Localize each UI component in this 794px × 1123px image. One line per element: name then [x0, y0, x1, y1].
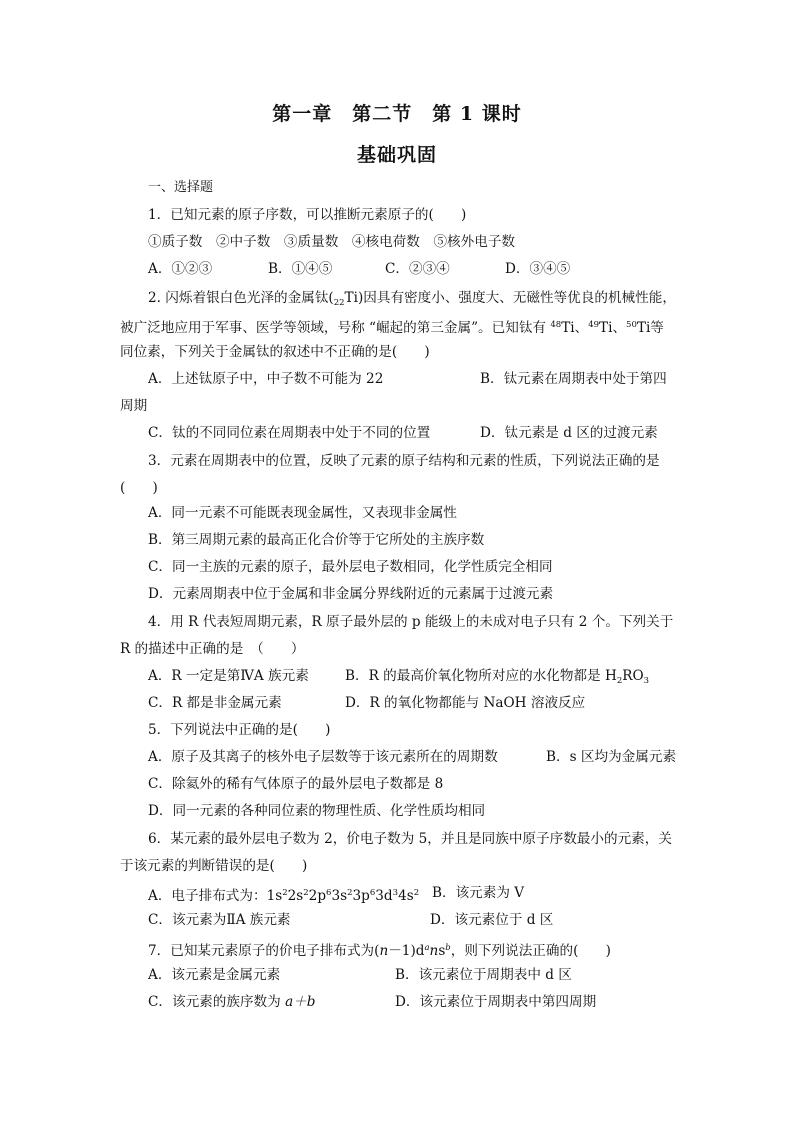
q2-text: Ti)因具有密度小、强度大、无磁性等优良的机械性能， — [344, 290, 676, 306]
electron-count: 6 — [326, 888, 332, 898]
q6-option-d: D．该元素位于 d 区 — [430, 912, 554, 928]
q4-stem-line2: R 的描述中正确的是 （ ） — [120, 641, 305, 657]
q3-stem-line1: 3．元素在周期表中的位置，反映了元素的原子结构和元素的性质，下列说法正确的是 — [148, 453, 660, 469]
q1-stem: 1．已知元素的原子序数，可以推断元素原子的( ) — [148, 207, 467, 223]
q6-stem-line2: 于该元素的判断错误的是( ) — [120, 858, 308, 874]
q2-stem-line3: 同位素，下列关于金属钛的叙述中不正确的是( ) — [120, 344, 430, 360]
orbital: 2p — [308, 888, 327, 904]
separator: 、 — [612, 320, 627, 336]
isotope-mass: 50 — [626, 320, 637, 330]
q2-option-b: B．钛元素在周期表中处于第四 — [480, 371, 667, 387]
variable: n — [379, 943, 389, 959]
q3-option-d: D．元素周期表中位于金属和非金属分界线附近的元素属于过渡元素 — [148, 586, 554, 602]
q3-stem-line2: ( ) — [120, 480, 158, 496]
q4-option-b-text: RO — [622, 668, 644, 684]
section-heading: 一、选择题 — [148, 180, 214, 195]
q6-option-b: B．该元素为 V — [432, 885, 525, 901]
electron-config — [267, 888, 420, 904]
q2-stem-line1 — [148, 289, 676, 312]
section-title: 基础巩固 — [356, 144, 437, 166]
q6-option-a — [148, 884, 419, 905]
orbital: 1s — [266, 888, 283, 904]
q2-option-d: D．钛元素是 d 区的过渡元素 — [480, 425, 658, 441]
q7-stem — [148, 939, 611, 960]
q7-option-a: A．该元素是金属元素 — [148, 967, 281, 983]
q5-option-b: B．s 区均为金属元素 — [546, 749, 677, 765]
q6-option-c: C．该元素为ⅡA 族元素 — [148, 912, 291, 928]
q2-subscript: 22 — [333, 298, 345, 308]
q3-option-b: B．第三周期元素的最高正化合价等于它所处的主族序数 — [148, 532, 485, 548]
electron-count: 2 — [282, 888, 288, 898]
q5-stem: 5．下列说法中正确的是( ) — [148, 722, 331, 738]
q2-text: 2. 闪烁着银白色光泽的金属钛( — [148, 290, 334, 306]
orbital: 3p — [352, 888, 370, 904]
q2-option-a: A．上述钛原子中，中子数不可能为 22 — [148, 371, 384, 387]
element-symbol: Ti — [599, 320, 613, 336]
q6-stem-line1: 6．某元素的最外层电子数为 2，价电子数为 5，并且是同族中原子序数最小的元素，关 — [148, 831, 672, 847]
q2-option-b-cont: 周期 — [120, 398, 148, 414]
q2-text: 被广泛地应用于军事、医学等领域，号称 “崛起的第三金属”。已知钛有 — [120, 320, 547, 336]
q5-option-c: C．除氦外的稀有气体原子的最外层电子数都是 8 — [148, 776, 444, 792]
orbital: 4s — [398, 888, 414, 904]
orbital: 3s — [331, 888, 348, 904]
q4-stem-line1: 4．用 R 代表短周期元素，R 原子最外层的 p 能级上的未成对电子只有 2 个。下列关于 — [148, 614, 674, 630]
q1-option-d: D．③④⑤ — [505, 261, 571, 277]
q4-option-c: C．R 都是非金属元素 — [148, 695, 282, 711]
electron-count: 6 — [369, 888, 376, 898]
q1-option-a: A．①②③ — [148, 261, 213, 277]
electron-count: 2 — [347, 888, 353, 898]
q1-option-b: B．①④⑤ — [268, 261, 333, 277]
q7-option-b: B．该元素位于周期表中 d 区 — [395, 967, 572, 983]
electron-count: 2 — [413, 888, 420, 898]
isotope-mass: 48 — [550, 320, 562, 330]
variable: n — [429, 943, 439, 959]
separator: 、 — [574, 320, 589, 336]
q4-option-d: D．R 的氧化物都能与 NaOH 溶液反应 — [345, 695, 586, 711]
q1-option-c: C．②③④ — [385, 261, 450, 277]
exponent: a — [424, 943, 430, 953]
q1-items: ①质子数 ②中子数 ③质量数 ④核电荷数 ⑤核外电子数 — [148, 234, 516, 250]
q2-text: 等 — [650, 320, 664, 336]
q4-option-b — [345, 667, 649, 690]
q5-option-d: D．同一元素的各种同位素的物理性质、化学性质均相同 — [148, 803, 486, 819]
q5-option-a: A．原子及其离子的核外电子层数等于该元素所在的周期数 — [148, 749, 498, 765]
element-symbol: Ti — [636, 320, 651, 336]
electron-count: 3 — [392, 888, 399, 898]
q7-text: －1)d — [388, 943, 425, 959]
exponent: b — [445, 943, 451, 953]
orbital: 3d — [375, 888, 393, 904]
element-symbol: Ti — [561, 320, 575, 336]
q4-option-a: A．R 一定是第ⅣA 族元素 — [148, 668, 309, 684]
q3-option-a: A．同一元素不可能既表现金属性，又表现非金属性 — [148, 505, 457, 521]
q7-option-c-text: C．该元素的族序数为 — [148, 994, 286, 1010]
q7-text: 7．已知某元素原子的价电子排布式为( — [148, 943, 380, 959]
q4-option-b-text: B．R 的最高价氧化物所对应的水化物都是 H — [345, 668, 617, 684]
q3-option-c: C．同一主族的元素的原子，最外层电子数相同，化学性质完全相同 — [148, 559, 553, 575]
q7-text: ，则下列说法正确的( ) — [450, 943, 611, 959]
q2-stem-line2 — [120, 316, 664, 337]
orbital: 2s — [287, 888, 304, 904]
chapter-title: 第一章 第二节 第 1 课时 — [272, 103, 522, 125]
isotope-mass: 49 — [588, 320, 600, 330]
subscript: 2 — [616, 676, 623, 686]
q7-option-c — [148, 993, 315, 1011]
q2-option-c: C．钛的不同同位素在周期表中处于不同的位置 — [148, 425, 431, 441]
subscript: 3 — [643, 676, 650, 686]
electron-count: 2 — [303, 888, 309, 898]
q7-option-d: D．该元素位于周期表中第四周期 — [395, 994, 597, 1010]
q7-text: s — [438, 943, 446, 959]
q6-option-a-text: A．电子排布式为： — [148, 888, 267, 904]
expression: a＋b — [285, 994, 316, 1010]
